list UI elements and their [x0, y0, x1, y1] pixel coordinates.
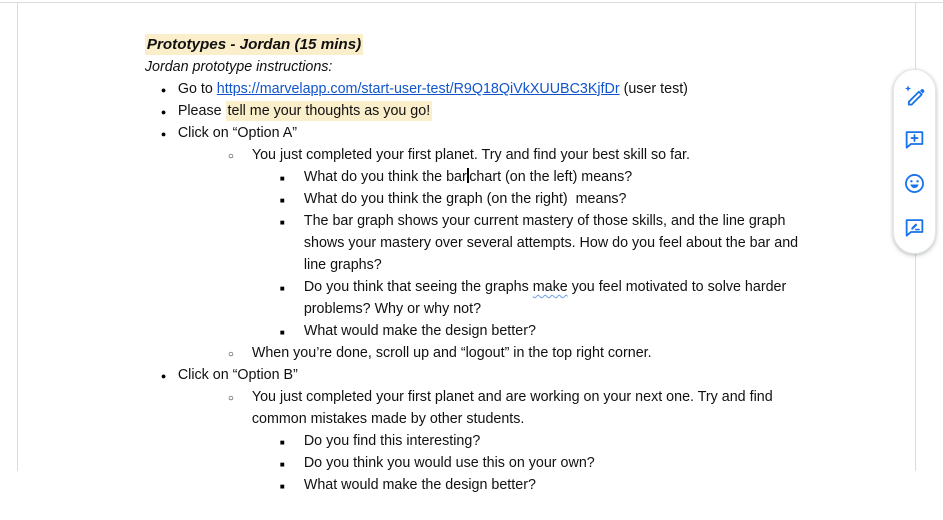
bullet-text: Click on “Option A” — [177, 125, 298, 141]
bullet-text: Do you find this interesting? — [303, 433, 481, 449]
bullet-marker: ■ — [279, 328, 285, 337]
bullet-text: Do you think you would use this on your own? — [303, 455, 595, 471]
bullet-text: you feel motivated to solve harder — [567, 279, 787, 295]
please-prefix: Please — [177, 103, 226, 119]
bullet-text: You just completed your first planet and are working on your next one. Try and find — [251, 389, 773, 405]
section-heading-row — [0, 12, 910, 53]
section-title: Prototypes - Jordan (15 mins) — [146, 36, 362, 53]
page-top-border — [0, 2, 943, 3]
bullet-marker: ■ — [279, 174, 285, 183]
bullet-text: What would make the design better? — [303, 323, 536, 339]
bullet-marker: ○ — [227, 393, 234, 404]
bullet-text: shows your mastery over several attempts. How do you feel about the bar and — [303, 235, 799, 251]
suggest-edits-button[interactable] — [903, 216, 927, 240]
goto-prefix: Go to — [177, 81, 217, 97]
highlighted-text: tell me your thoughts as you go! — [227, 103, 431, 119]
bullet-marker: ■ — [279, 196, 285, 205]
add-comment-icon — [903, 128, 926, 151]
bullet-marker: ● — [160, 129, 167, 139]
bullet-text: What would make the design better? — [303, 477, 536, 493]
pen-spark-icon — [903, 84, 926, 107]
quick-actions-toolbar — [893, 69, 936, 254]
bullet-marker: ● — [160, 107, 167, 117]
bullet-marker: ○ — [227, 349, 234, 360]
bullet-text: problems? Why or why not? — [303, 301, 482, 317]
bullet-motivated — [0, 254, 910, 295]
marvelapp-link[interactable]: https://marvelapp.com/start-user-test/R9Q18QiVkXUUBC3KjfDr — [216, 81, 620, 97]
bullet-marker: ● — [160, 85, 167, 95]
bullet-marker: ■ — [279, 460, 285, 469]
bullet-text: common mistakes made by other students. — [251, 411, 525, 427]
bullet-marker: ○ — [227, 151, 234, 162]
bullet-text: line graphs? — [303, 257, 382, 273]
bullet-text: When you’re done, scroll up and “logout” in the top right corner. — [251, 345, 652, 361]
emoji-icon — [903, 172, 926, 195]
bullet-marker: ■ — [279, 284, 285, 293]
bullet-marker: ■ — [279, 482, 285, 491]
add-comment-button[interactable] — [903, 127, 927, 151]
grammar-flagged-word[interactable]: make — [532, 279, 568, 295]
suggest-edits-icon — [903, 216, 926, 239]
bullet-text: The bar graph shows your current mastery of those skills, and the line graph — [303, 213, 786, 229]
emoji-reaction-button[interactable] — [903, 172, 927, 196]
bullet-marker: ■ — [279, 218, 285, 227]
bullet-marker: ■ — [279, 438, 285, 447]
section-subtitle: Jordan prototype instructions: — [144, 59, 333, 75]
document-text-area[interactable] — [0, 12, 910, 493]
bullet-text: Do you think that seeing the graphs — [303, 279, 533, 295]
bullet-text: What do you think the bar — [303, 169, 467, 185]
goto-suffix: (user test) — [619, 81, 688, 97]
bullet-text: Click on “Option B” — [177, 367, 298, 383]
help-me-write-button[interactable] — [903, 83, 927, 107]
bullet-text: What do you think the graph (on the right) means? — [303, 191, 627, 207]
bullet-text: chart (on the left) means? — [469, 169, 633, 185]
bullet-marker: ● — [160, 371, 167, 381]
bullet-text: You just completed your first planet. Try and find your best skill so far. — [251, 147, 690, 163]
